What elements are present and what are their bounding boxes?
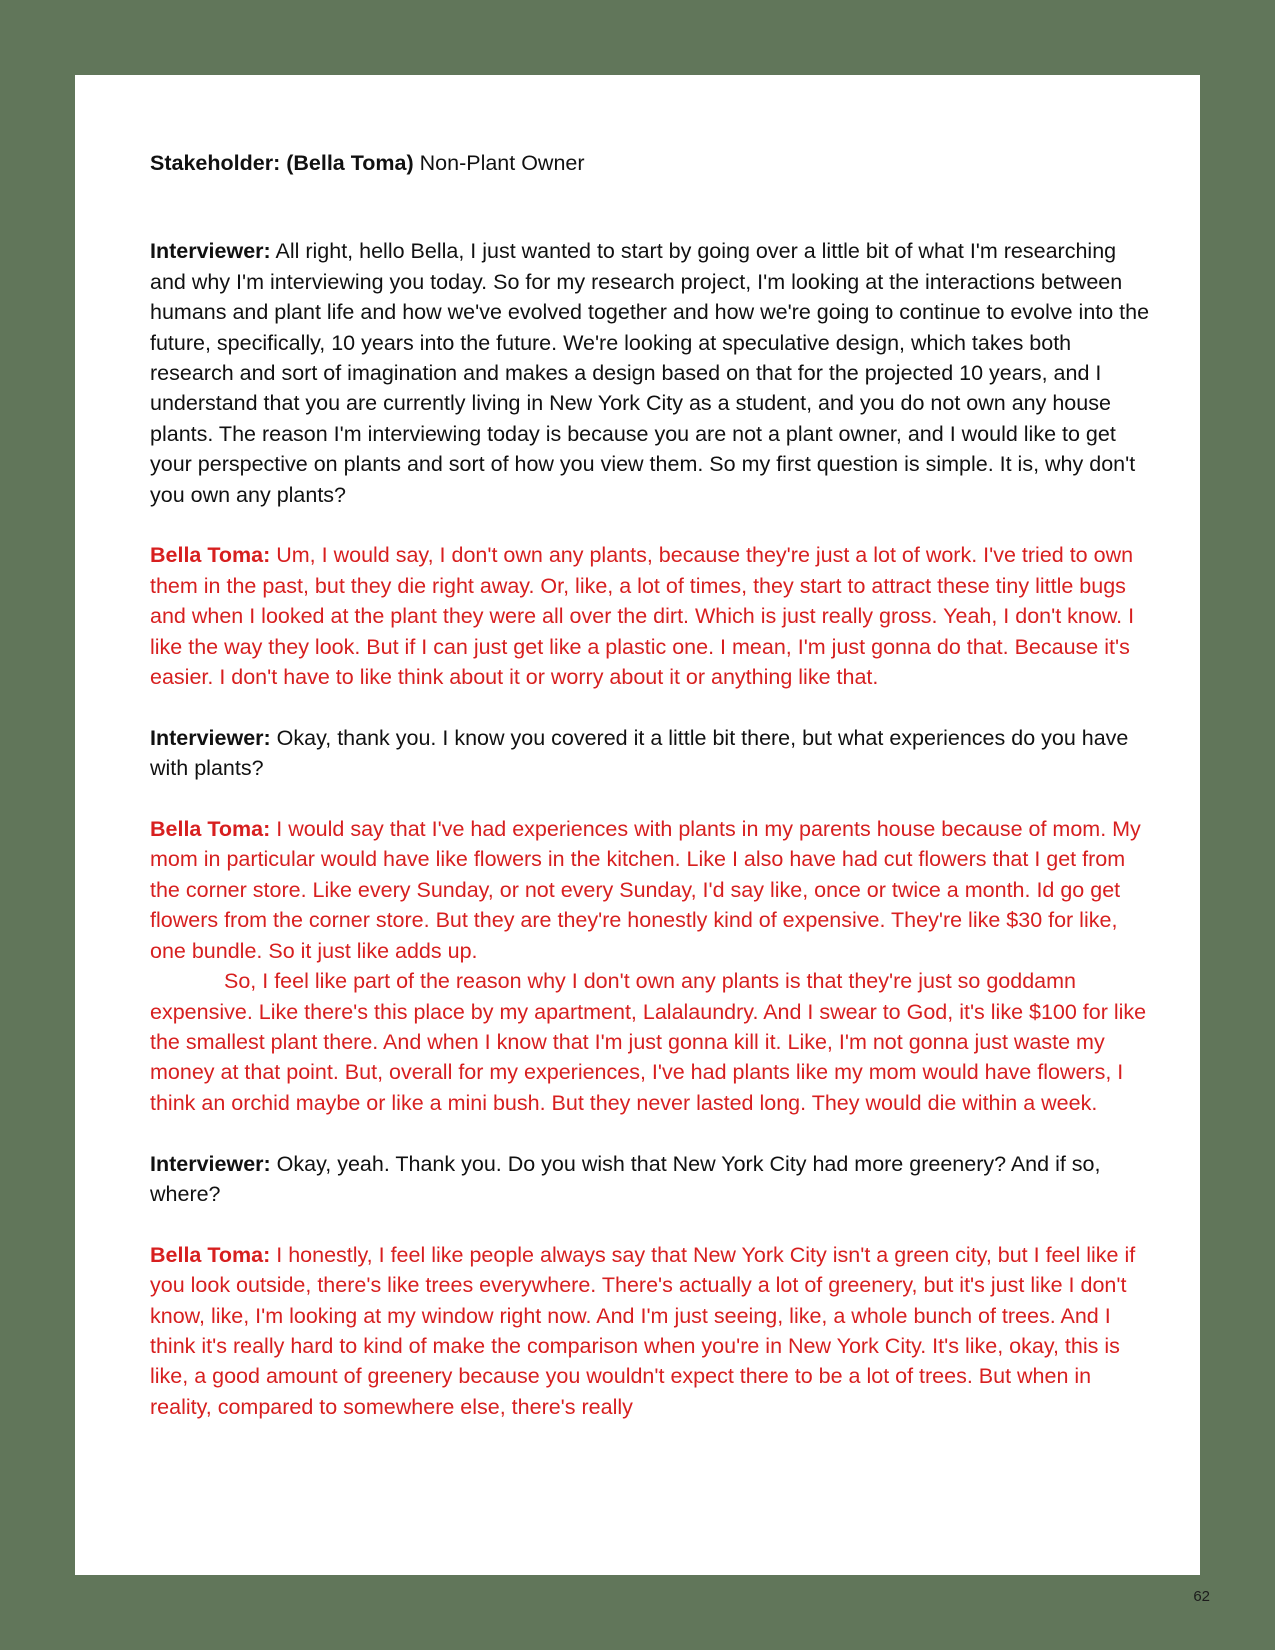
answer-1-text: Um, I would say, I don't own any plants, because they're just a lot of work. I've tried to own them in the past, but they die right away. Or, like, a lot of times, they start to attract these tiny little bugs and when I looked at the plant they were all over the dirt. Which is just really gross. Yeah, I don't know. I like the way they look. But if I can just get like a plastic one. I mean, I'm just gonna do that. Because it's easier. I don't have to like think about it or worry about it or anything like that. bbox=[150, 543, 1135, 690]
interviewer-question-3 bbox=[150, 1149, 1150, 1210]
answer-2-paragraph bbox=[150, 814, 1150, 966]
interviewer-question-1 bbox=[150, 236, 1150, 510]
speaker-label: Interviewer: bbox=[150, 1151, 271, 1176]
speaker-label: Bella Toma: bbox=[150, 543, 271, 568]
question-2-paragraph bbox=[150, 723, 1150, 784]
speaker-label: Bella Toma: bbox=[150, 817, 271, 842]
speaker-label: Interviewer: bbox=[150, 725, 271, 750]
question-2-text: Okay, thank you. I know you covered it a little bit there, but what experiences do you have with plants? bbox=[150, 725, 1129, 781]
answer-1-paragraph bbox=[150, 540, 1150, 692]
bella-answer-2 bbox=[150, 814, 1150, 1118]
answer-3-text: I honestly, I feel like people always say that New York City isn't a green city, but I feel like if you look outside, there's like trees everywhere. There's actually a lot of greenery, but it's just like I don't know, like, I'm looking at my window right now. And I'm just seeing, like, a whole bunch of trees. And I think it's really hard to kind of make the comparison when you're in New York City. It's like, okay, this is like, a good amount of greenery because you wouldn't expect there to be a lot of trees. But when in reality, compared to somewhere else, there's really bbox=[150, 1242, 1136, 1419]
stakeholder-type: Non-Plant Owner bbox=[419, 151, 585, 175]
answer-2-paragraph-2 bbox=[150, 966, 1150, 1118]
answer-2-text-2: So, I feel like part of the reason why I don't own any plants is that they're just so goddamn expensive. Like there's this place by my apartment, Lalalaundry. And I swear to God, it's like $100 for like the smallest plant there. And when I know that I'm just gonna kill it. Like, I'm not gonna just waste my money at that point. But, overall for my experiences, I've had plants like my mom would have flowers, I think an orchid maybe or like a mini bush. But they never lasted long. They would die within a week. bbox=[150, 969, 1147, 1115]
question-3-text: Okay, yeah. Thank you. Do you wish that New York City had more greenery? And if so, where? bbox=[150, 1151, 1101, 1206]
question-1-text: All right, hello Bella, I just wanted to start by going over a little bit of what I'm researching and why I'm interviewing you today. So for my research project, I'm looking at the interactions between humans and plant life and how we've evolved together and how we're going to continue to evolve into the future, specifically, 10 years into the future. We're looking at speculative design, which takes both research and sort of imagination and makes a design based on that for the projected 10 years, and I understand that you are currently living in New York City as a student, and you do not own any house plants. The reason I'm interviewing today is because you are not a plant owner, and I would like to get your perspective on plants and sort of how you view them. So my first question is simple. It is, why don't you own any plants? bbox=[150, 239, 1150, 507]
bella-answer-3 bbox=[150, 1240, 1150, 1422]
stakeholder-heading bbox=[150, 148, 1150, 178]
answer-3-paragraph bbox=[150, 1240, 1150, 1422]
question-3-paragraph bbox=[150, 1149, 1150, 1210]
bella-answer-1 bbox=[150, 540, 1150, 692]
page-number: 62 bbox=[1193, 1588, 1210, 1605]
interviewer-question-2 bbox=[150, 723, 1150, 784]
speaker-label: Interviewer: bbox=[150, 239, 271, 264]
page-content bbox=[150, 148, 1150, 1453]
document-page bbox=[75, 75, 1200, 1575]
speaker-label: Bella Toma: bbox=[150, 1242, 271, 1267]
question-1-paragraph bbox=[150, 236, 1150, 510]
stakeholder-label: Stakeholder: (Bella Toma) bbox=[150, 151, 414, 175]
answer-2-text: I would say that I've had experiences with plants in my parents house because of mom. My mom in particular would have like flowers in the kitchen. Like I also have had cut flowers that I get from the corner store. Like every Sunday, or not every Sunday, I'd say like, once or twice a month. Id go get flowers from the corner store. But they are they're honestly kind of expensive. They're like $30 for like, one bundle. So it just like adds up. bbox=[150, 817, 1141, 963]
